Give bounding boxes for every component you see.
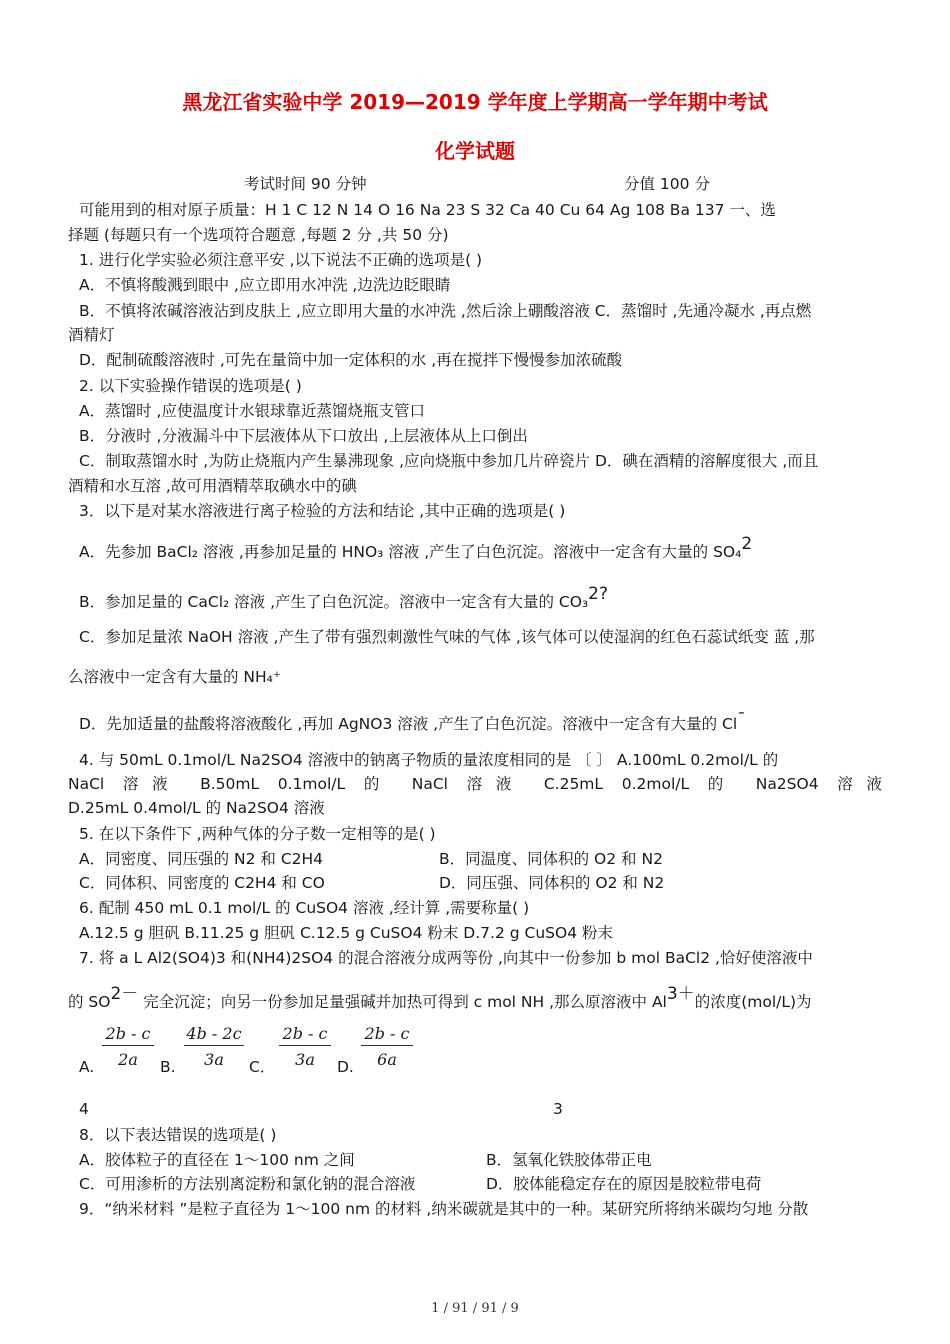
q1-option-c-cont: 酒精灯 bbox=[68, 326, 115, 344]
q1-stem: 1. 进行化学实验必须注意平安 ,以下说法不正确的选项是( ) bbox=[79, 251, 483, 269]
q1-option-d: D．配制硫酸溶液时 ,可先在量筒中加一定体积的水 ,再在搅拌下慢慢参加浓硫酸 bbox=[79, 351, 623, 369]
q7-line-2 bbox=[68, 984, 812, 1012]
q7-fraction-c-numerator: 2b - c bbox=[279, 1024, 331, 1046]
q6-stem: 6. 配制 450 mL 0.1 mol/L 的 CuSO4 溶液 ,经计算 ,需要称量( ) bbox=[79, 899, 530, 917]
q3-option-d-text: D．先加适量的盐酸将溶液酸化 ,再加 AgNO3 溶液 ,产生了白色沉淀。溶液中一定含有大量的 Cl bbox=[79, 715, 738, 733]
section-heading: 择题 (每题只有一个选项符合题意 ,每题 2 分 ,共 50 分) bbox=[68, 226, 449, 244]
q7-label-d: D. bbox=[337, 1058, 354, 1076]
q9-stem: 9．“纳米材料 ”是粒子直径为 1～100 nm 的材料 ,纳米碳就是其中的一种。某研究所将纳米碳均匀地 分散 bbox=[79, 1200, 809, 1218]
q3-option-d-charge: ¯ bbox=[737, 710, 746, 730]
q7-fraction-b bbox=[184, 1024, 244, 1069]
q2-option-a: A．蒸馏时 ,应使温度计水银球靠近蒸馏烧瓶支管口 bbox=[79, 402, 425, 420]
q3-option-a bbox=[79, 534, 753, 562]
q7-label-b: B. bbox=[160, 1058, 176, 1076]
q7-stray-3: 3 bbox=[553, 1100, 563, 1118]
q8-option-d: D．胶体能稳定存在的原因是胶粒带电荷 bbox=[486, 1175, 762, 1193]
q5-option-b: B．同温度、同体积的 O2 和 N2 bbox=[439, 850, 663, 868]
q8-option-b: B．氢氧化铁胶体带正电 bbox=[486, 1151, 652, 1169]
q7-stray-4: 4 bbox=[79, 1100, 89, 1118]
q3-option-b bbox=[79, 584, 609, 612]
q2-stem: 2. 以下实验操作错误的选项是( ) bbox=[79, 377, 302, 395]
q5-option-c: C．同体积、同密度的 C2H4 和 CO bbox=[79, 874, 325, 892]
q7-fraction-b-numerator: 4b - 2c bbox=[184, 1024, 244, 1046]
q8-option-c: C．可用渗析的方法别离淀粉和氯化钠的混合溶液 bbox=[79, 1175, 416, 1193]
q3-option-c-cont: 么溶液中一定含有大量的 NH₄⁺ bbox=[68, 668, 282, 686]
q1-option-b: B．不慎将浓碱溶液沾到皮肤上 ,应立即用大量的水冲洗 ,然后涂上硼酸溶液 C．蒸馏时 ,先通冷凝水 ,再点燃 bbox=[79, 302, 812, 320]
q3-option-b-text: B．参加足量的 CaCl₂ 溶液 ,产生了白色沉淀。溶液中一定含有大量的 CO₃ bbox=[79, 593, 589, 611]
q7-line-2-a: 的 SO bbox=[68, 993, 111, 1011]
q7-line-2-b: 完全沉淀；向另一份参加足量强碱并加热可得到 c mol NH ,那么原溶液中 Al bbox=[138, 993, 667, 1011]
q7-stem: 7. 将 a L Al2(SO4)3 和(NH4)2SO4 的混合溶液分成两等份 ,向其中一份参加 b mol BaCl2 ,恰好使溶液中 bbox=[79, 949, 813, 967]
q3-stem: 3．以下是对某水溶液进行离子检验的方法和结论 ,其中正确的选项是( ) bbox=[79, 502, 566, 520]
q3-option-c: C．参加足量浓 NaOH 溶液 ,产生了带有强烈刺激性气味的气体 ,该气体可以使湿润的红色石蕊试纸变 蓝 ,那 bbox=[79, 628, 815, 646]
exam-score: 分值 100 分 bbox=[624, 175, 710, 193]
q7-sulfate-charge: 2－ bbox=[110, 984, 139, 1004]
q7-label-a: A. bbox=[79, 1058, 95, 1076]
q7-fraction-a-denominator: 2a bbox=[118, 1050, 138, 1069]
q2-option-d-cont: 酒精和水互溶 ,故可用酒精萃取碘水中的碘 bbox=[68, 477, 357, 495]
q7-fraction-c bbox=[279, 1024, 331, 1069]
q3-option-a-charge: 2 bbox=[741, 534, 753, 554]
q8-option-a: A．胶体粒子的直径在 1～100 nm 之间 bbox=[79, 1151, 355, 1169]
q5-stem: 5. 在以下条件下 ,两种气体的分子数一定相等的是( ) bbox=[79, 825, 436, 843]
q4-line-2: NaCl 溶液 B.50mL 0.1mol/L 的 NaCl 溶液 C.25mL 0.2mol/L 的 Na2SO4 溶液 bbox=[68, 775, 882, 793]
q7-fraction-d-denominator: 6a bbox=[377, 1050, 397, 1069]
q7-fraction-a-numerator: 2b - c bbox=[102, 1024, 154, 1046]
q5-option-d: D．同压强、同体积的 O2 和 N2 bbox=[439, 874, 665, 892]
q7-label-c: C． bbox=[249, 1058, 276, 1076]
subject-title: 化学试题 bbox=[435, 139, 515, 163]
q3-option-d bbox=[79, 710, 746, 734]
q7-fraction-b-denominator: 3a bbox=[204, 1050, 224, 1069]
q7-fraction-c-denominator: 3a bbox=[295, 1050, 315, 1069]
atomic-masses: 可能用到的相对原子质量：H 1 C 12 N 14 O 16 Na 23 S 32 Ca 40 Cu 64 Ag 108 Ba 137 一、选 bbox=[79, 201, 776, 219]
exam-time: 考试时间 90 分钟 bbox=[244, 175, 367, 193]
q4-line-3: D.25mL 0.4mol/L 的 Na2SO4 溶液 bbox=[68, 799, 325, 817]
q2-option-b: B．分液时 ,分液漏斗中下层液体从下口放出 ,上层液体从上口倒出 bbox=[79, 427, 528, 445]
page-number: 1 / 91 / 91 / 9 bbox=[431, 1301, 519, 1316]
q8-stem: 8．以下表达错误的选项是( ) bbox=[79, 1126, 277, 1144]
q6-options: A.12.5 g 胆矾 B.11.25 g 胆矾 C.12.5 g CuSO4 粉末 D.7.2 g CuSO4 粉末 bbox=[79, 924, 613, 942]
q4-line-1: 4. 与 50mL 0.1mol/L Na2SO4 溶液中的钠离子物质的量浓度相同的是 〔 〕 A.100mL 0.2mol/L 的 bbox=[79, 751, 779, 769]
q7-line-2-c: 的浓度(mol/L)为 bbox=[694, 993, 812, 1011]
q7-al-charge: 3＋ bbox=[666, 984, 695, 1004]
q7-fraction-d bbox=[361, 1024, 413, 1069]
q3-option-a-text: A．先参加 BaCl₂ 溶液 ,再参加足量的 HNO₃ 溶液 ,产生了白色沉淀。溶液中一定含有大量的 SO₄ bbox=[79, 543, 742, 561]
q7-fraction-d-numerator: 2b - c bbox=[361, 1024, 413, 1046]
q3-option-b-charge: 2? bbox=[588, 584, 609, 604]
q5-option-a: A．同密度、同压强的 N2 和 C2H4 bbox=[79, 850, 324, 868]
q7-fraction-a bbox=[102, 1024, 154, 1069]
q1-option-a: A．不慎将酸溅到眼中 ,应立即用水冲洗 ,边洗边眨眼睛 bbox=[79, 276, 451, 294]
q2-option-c: C．制取蒸馏水时 ,为防止烧瓶内产生暴沸现象 ,应向烧瓶中参加几片碎瓷片 D．碘在酒精的溶解度很大 ,而且 bbox=[79, 452, 819, 470]
school-title: 黑龙江省实验中学 2019—2019 学年度上学期高一学年期中考试 bbox=[182, 90, 768, 114]
